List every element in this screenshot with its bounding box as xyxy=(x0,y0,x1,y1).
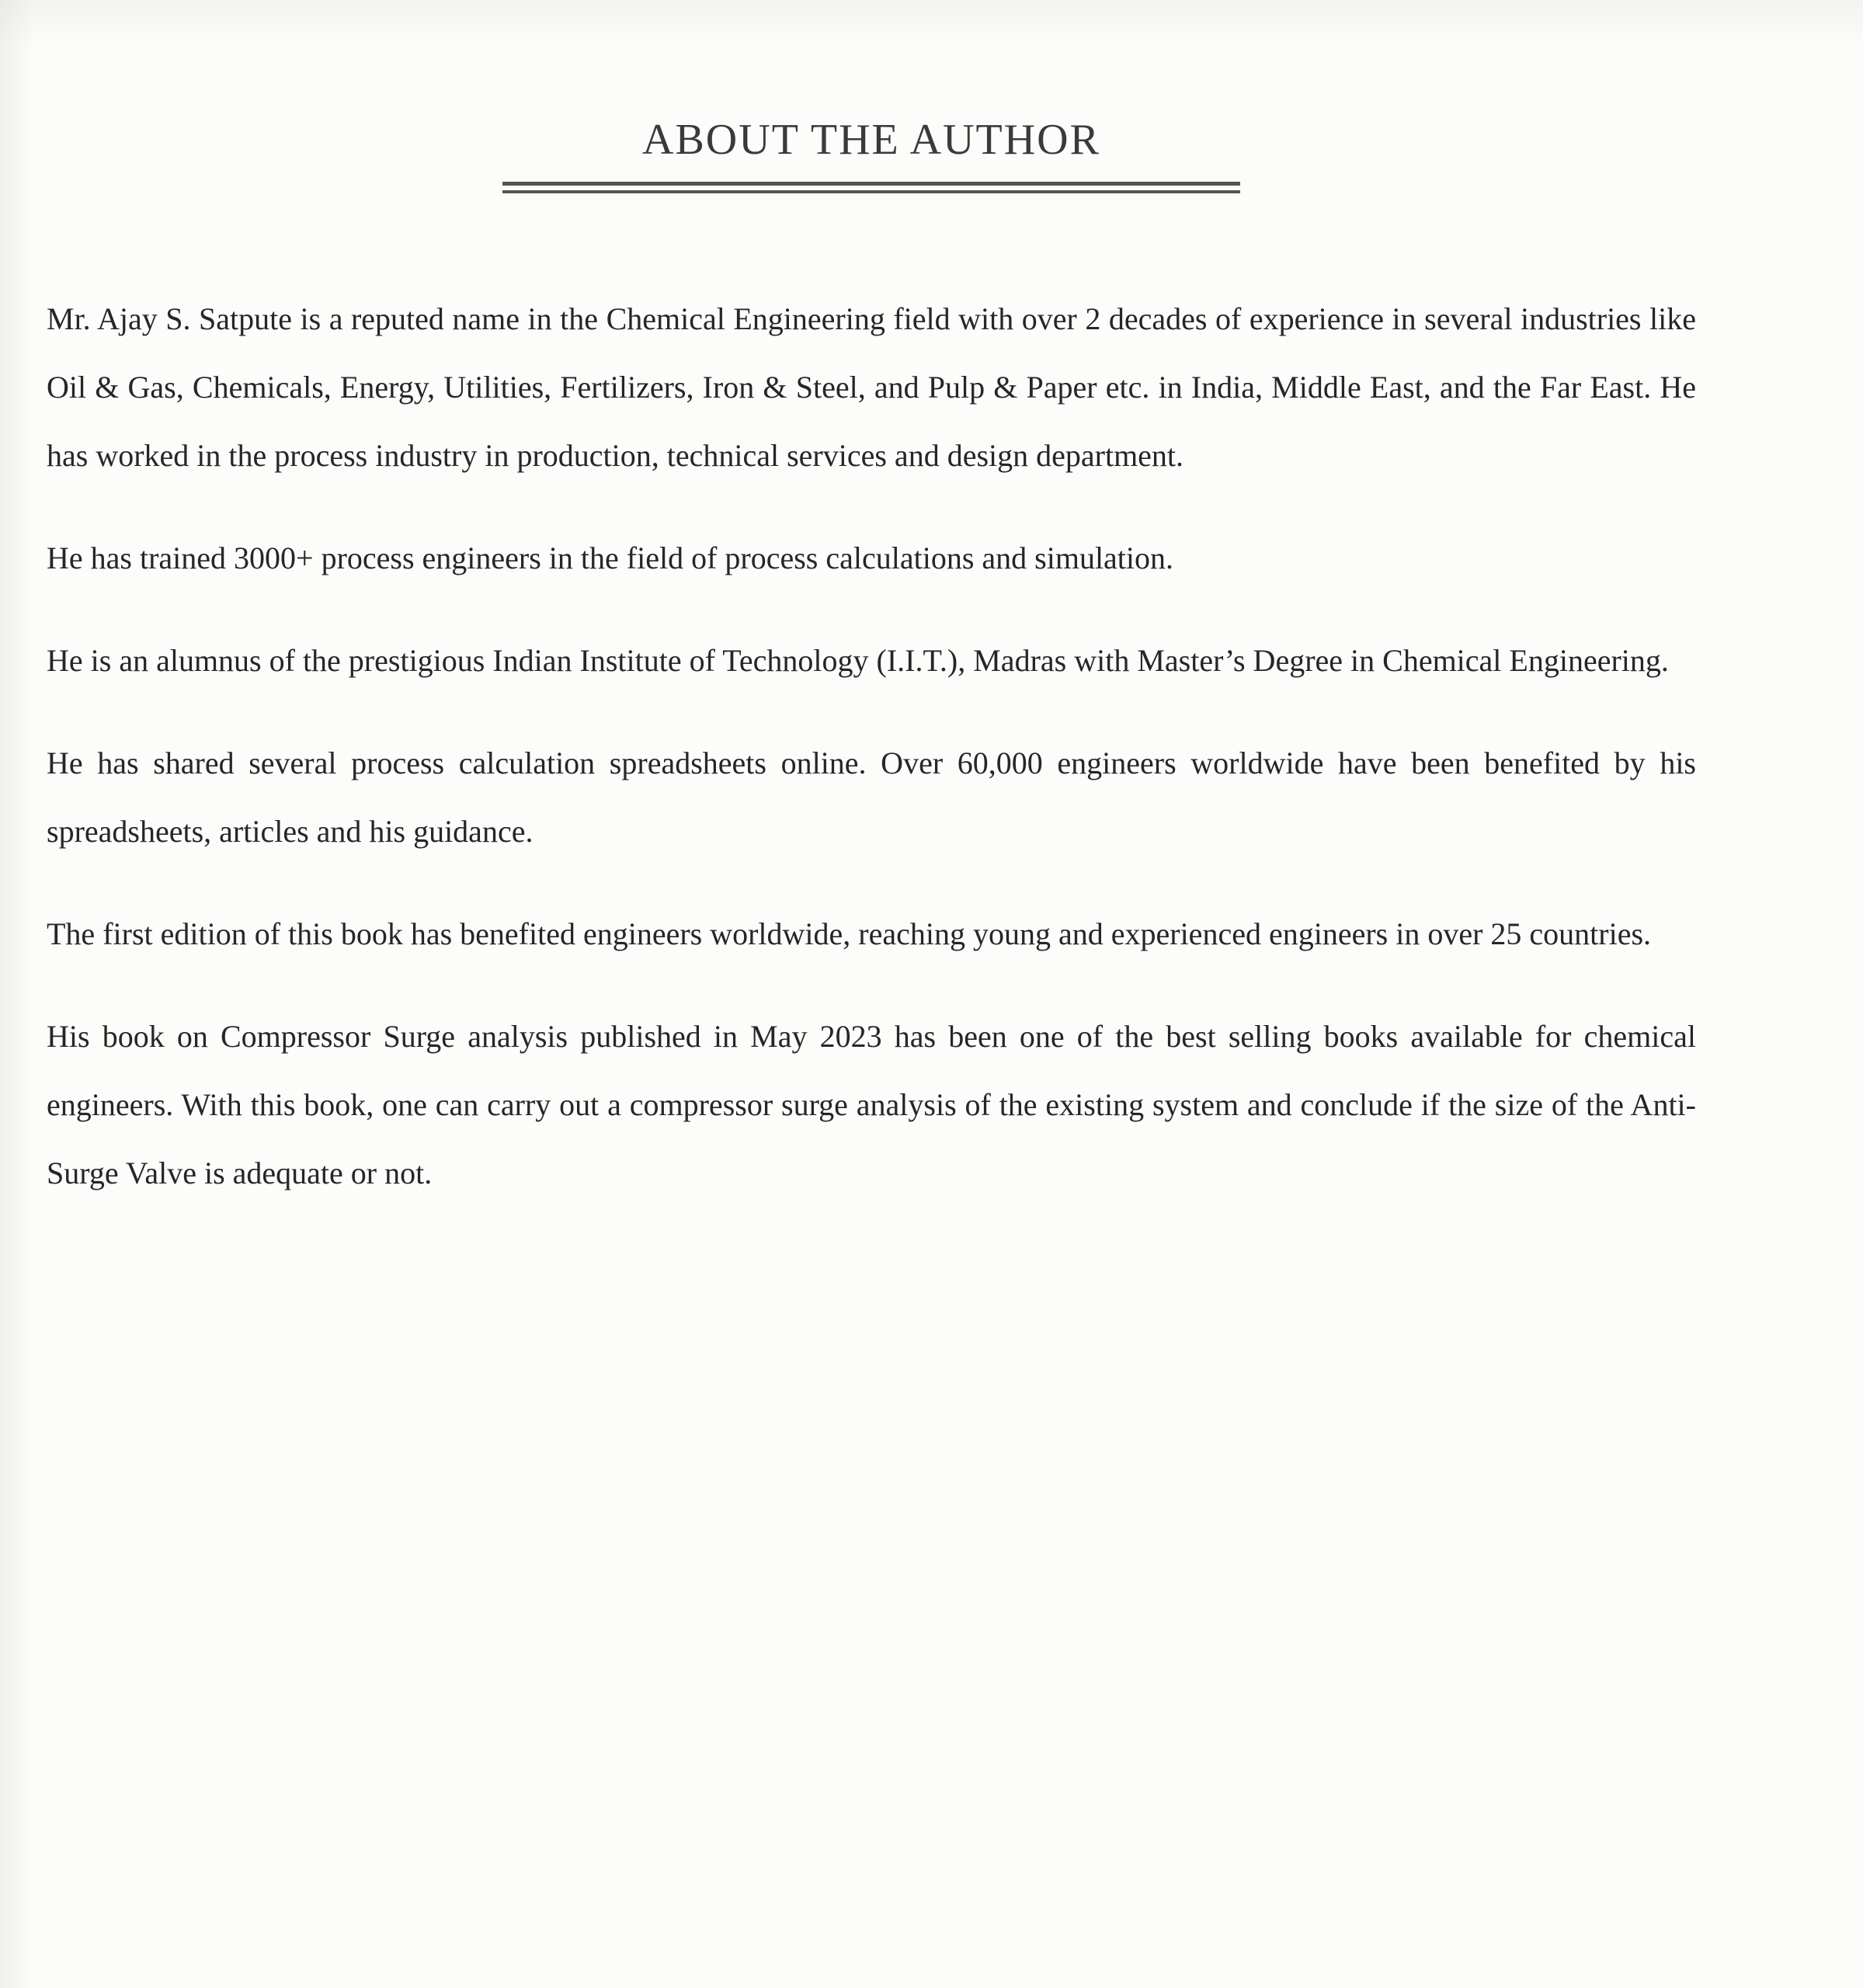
page-title: ABOUT THE AUTHOR xyxy=(642,116,1100,164)
bio-paragraph-2: He has trained 3000+ process engineers in the field of process calculations and simulation. xyxy=(47,540,1174,575)
bio-paragraph-1: Mr. Ajay S. Satpute is a reputed name in the Chemical Engineering field with over 2 decades of experience in several industries like Oil & Gas, Chemicals, Energy, Utilities, Fertilizers, Iron & Steel, and Pulp & Paper etc. in India, Middle East, and the Far East. He has worked in the process industry in production, technical services and design department. xyxy=(47,301,1696,473)
author-bio xyxy=(47,285,1696,1208)
bio-paragraph-5: The first edition of this book has benefited engineers worldwide, reaching young and experienced engineers in over 25 countries. xyxy=(47,916,1652,951)
bio-paragraph-6: His book on Compressor Surge analysis published in May 2023 has been one of the best selling books available for chemical engineers. With this book, one can carry out a compressor surge analysis of the existing system and conclude if the size of the Anti-Surge Valve is adequate or not. xyxy=(47,1019,1696,1190)
bio-paragraph-4: He has shared several process calculation spreadsheets online. Over 60,000 engineers worldwide have been benefited by his spreadsheets, articles and his guidance. xyxy=(47,746,1696,849)
title-underline xyxy=(502,182,1240,193)
title-block xyxy=(47,115,1696,193)
bio-paragraph-3: He is an alumnus of the prestigious Indian Institute of Technology (I.I.T.), Madras with Master’s Degree in Chemical Engineering. xyxy=(47,643,1669,678)
